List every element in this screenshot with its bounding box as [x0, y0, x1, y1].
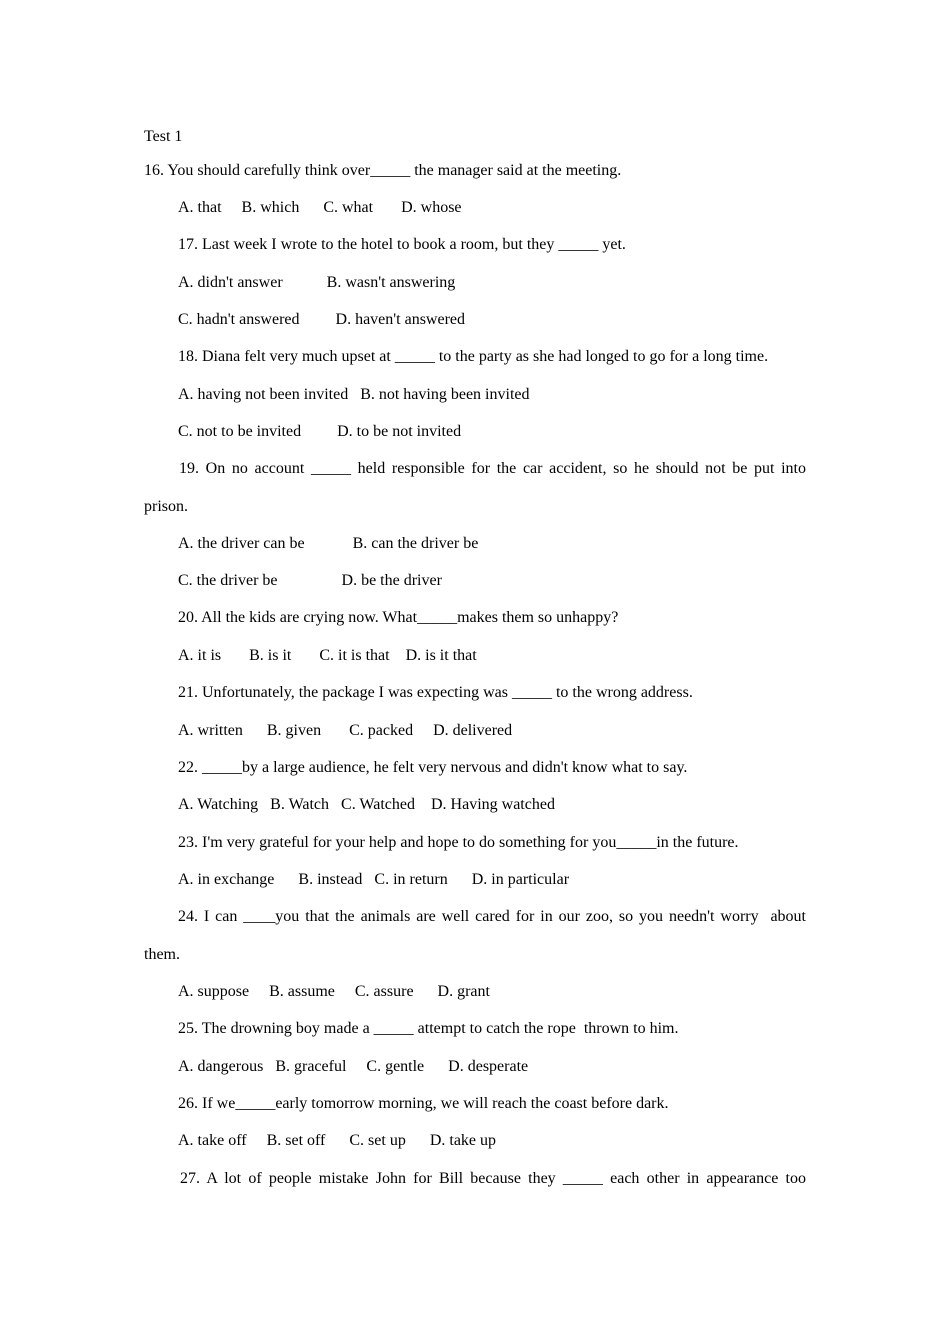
options-18-cd: C. not to be invited D. to be not invited — [178, 423, 462, 440]
question-24-line-1: 24. I can ____you that the animals are well cared for in our zoo, so you needn't worry about — [178, 908, 806, 925]
options-25: A. dangerous B. graceful C. gentle D. desperate — [178, 1058, 529, 1075]
question-18: 18. Diana felt very much upset at _____ to the party as she had longed to go for a long time. — [178, 348, 769, 365]
question-19-line-1: 19. On no account _____ held responsible for the car accident, so he should not be put into — [179, 460, 806, 477]
options-21: A. written B. given C. packed D. delivered — [178, 722, 513, 739]
options-22: A. Watching B. Watch C. Watched D. Having watched — [178, 796, 555, 813]
options-20: A. it is B. is it C. it is that D. is it that — [178, 647, 477, 664]
test-title: Test 1 — [144, 128, 183, 145]
options-24: A. suppose B. assume C. assure D. grant — [178, 983, 490, 1000]
options-16: A. that B. which C. what D. whose — [178, 199, 462, 216]
question-26: 26. If we_____early tomorrow morning, we will reach the coast before dark. — [178, 1095, 669, 1112]
question-17: 17. Last week I wrote to the hotel to book a room, but they _____ yet. — [178, 236, 626, 253]
options-17-cd: C. hadn't answered D. haven't answered — [178, 311, 466, 328]
question-20: 20. All the kids are crying now. What_____makes them so unhappy? — [178, 609, 619, 626]
question-19-line-2: prison. — [144, 498, 188, 515]
question-24-line-2: them. — [144, 946, 180, 963]
question-25: 25. The drowning boy made a _____ attempt to catch the rope thrown to him. — [178, 1020, 679, 1037]
options-26: A. take off B. set off C. set up D. take up — [178, 1132, 497, 1149]
options-23: A. in exchange B. instead C. in return D. in particular — [178, 871, 570, 888]
question-22: 22. _____by a large audience, he felt very nervous and didn't know what to say. — [178, 759, 688, 776]
options-17-ab: A. didn't answer B. wasn't answering — [178, 274, 456, 291]
options-18-ab: A. having not been invited B. not having been invited — [178, 386, 530, 403]
options-19-cd: C. the driver be D. be the driver — [178, 572, 442, 589]
question-16: 16. You should carefully think over_____ the manager said at the meeting. — [144, 162, 622, 179]
question-23: 23. I'm very grateful for your help and hope to do something for you_____in the future. — [178, 834, 739, 851]
options-19-ab: A. the driver can be B. can the driver be — [178, 535, 479, 552]
question-27-line-1: 27. A lot of people mistake John for Bill because they _____ each other in appearance too — [180, 1170, 806, 1187]
question-21: 21. Unfortunately, the package I was expecting was _____ to the wrong address. — [178, 684, 693, 701]
